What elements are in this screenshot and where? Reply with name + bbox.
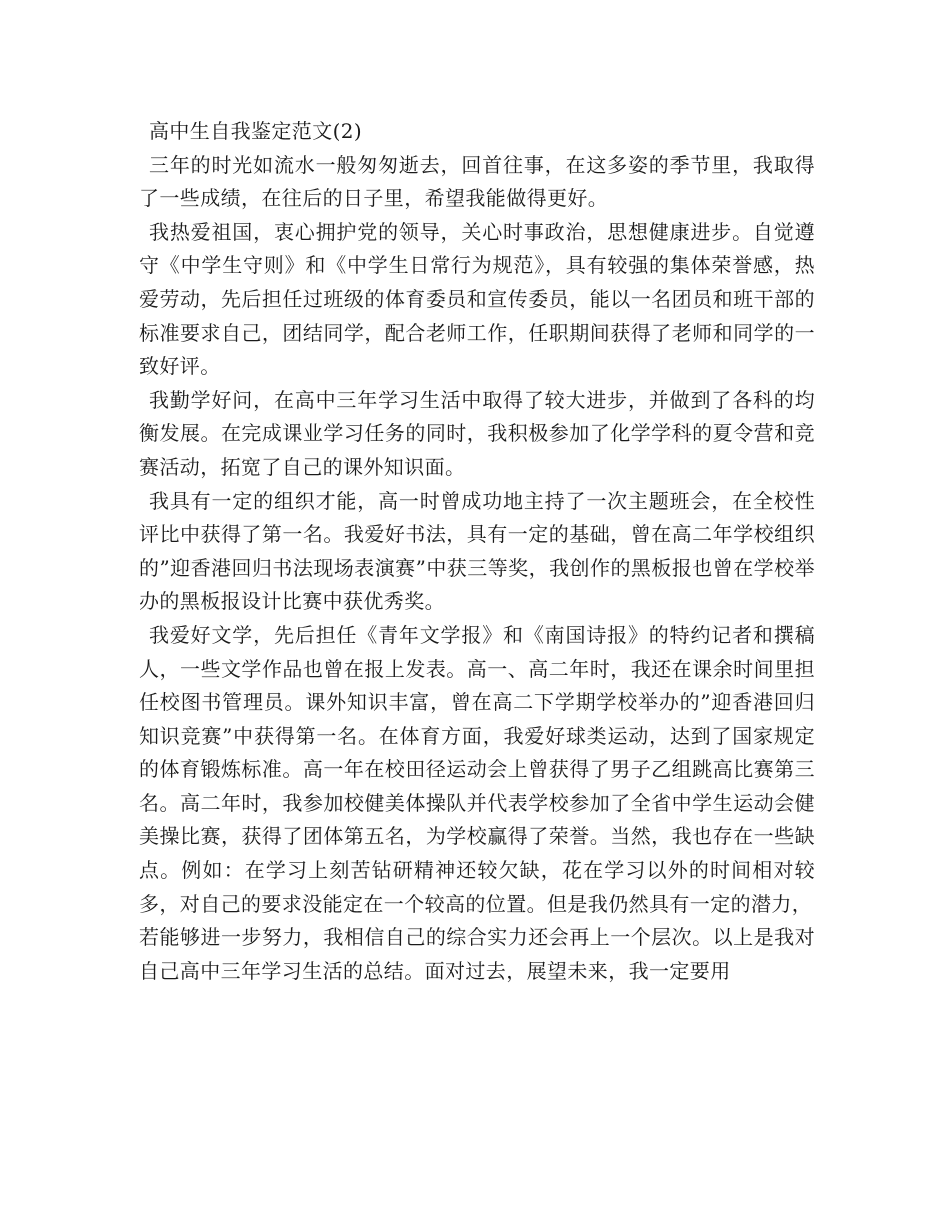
paragraph-organization: 我具有一定的组织才能，高一时曾成功地主持了一次主题班会，在全校性评比中获得了第一名。我爱好书法，具有一定的基础，曾在高二年学校组织的”迎香港回归书法现场表演赛”中获三等奖，我创作的黑板报也曾在学校举办的黑板报设计比赛中获优秀奖。 xyxy=(139,488,815,614)
document-body xyxy=(139,115,815,988)
paragraph-literature-sports: 我爱好文学，先后担任《青年文学报》和《南国诗报》的特约记者和撰稿人，一些文学作品也曾在报上发表。高一、高二年时，我还在课余时间里担任校图书管理员。课外知识丰富，曾在高二下学期学校举办的”迎香港回归知识竞赛”中获得第一名。在体育方面，我爱好球类运动，达到了国家规定的体育锻炼标准。高一年在校田径运动会上曾获得了男子乙组跳高比赛第三名。高二年时，我参加校健美体操队并代表学校参加了全省中学生运动会健美操比赛，获得了团体第五名，为学校赢得了荣誉。当然，我也存在一些缺点。例如：在学习上刻苦钻研精神还较欠缺，花在学习以外的时间相对较多，对自己的要求没能定在一个较高的位置。但是我仍然具有一定的潜力， xyxy=(139,622,815,916)
paragraph-patriotism: 我热爱祖国，衷心拥护党的领导，关心时事政治，思想健康进步。自觉遵守《中学生守则》和《中学生日常行为规范》，具有较强的集体荣誉感，热爱劳动，先后担任过班级的体育委员和宣传委员，能以一名团员和班干部的标准要求自己，团结同学，配合老师工作，任职期间获得了老师和同学的一致好评。 xyxy=(139,219,815,379)
paragraph-study: 我勤学好问，在高中三年学习生活中取得了较大进步，并做到了各科的均衡发展。在完成课业学习任务的同时，我积极参加了化学学科的夏令营和竞赛活动，拓宽了自己的课外知识面。 xyxy=(139,387,815,479)
paragraph-intro: 三年的时光如流水一般匆匆逝去，回首往事，在这多姿的季节里，我取得了一些成绩，在往后的日子里，希望我能做得更好。 xyxy=(139,152,815,211)
document-title: 高中生自我鉴定范文(2) xyxy=(149,119,363,143)
paragraph-conclusion: 若能够进一步努力，我相信自己的综合实力还会再上一个层次。以上是我对自己高中三年学习生活的总结。面对过去，展望未来，我一定要用 xyxy=(139,925,815,983)
